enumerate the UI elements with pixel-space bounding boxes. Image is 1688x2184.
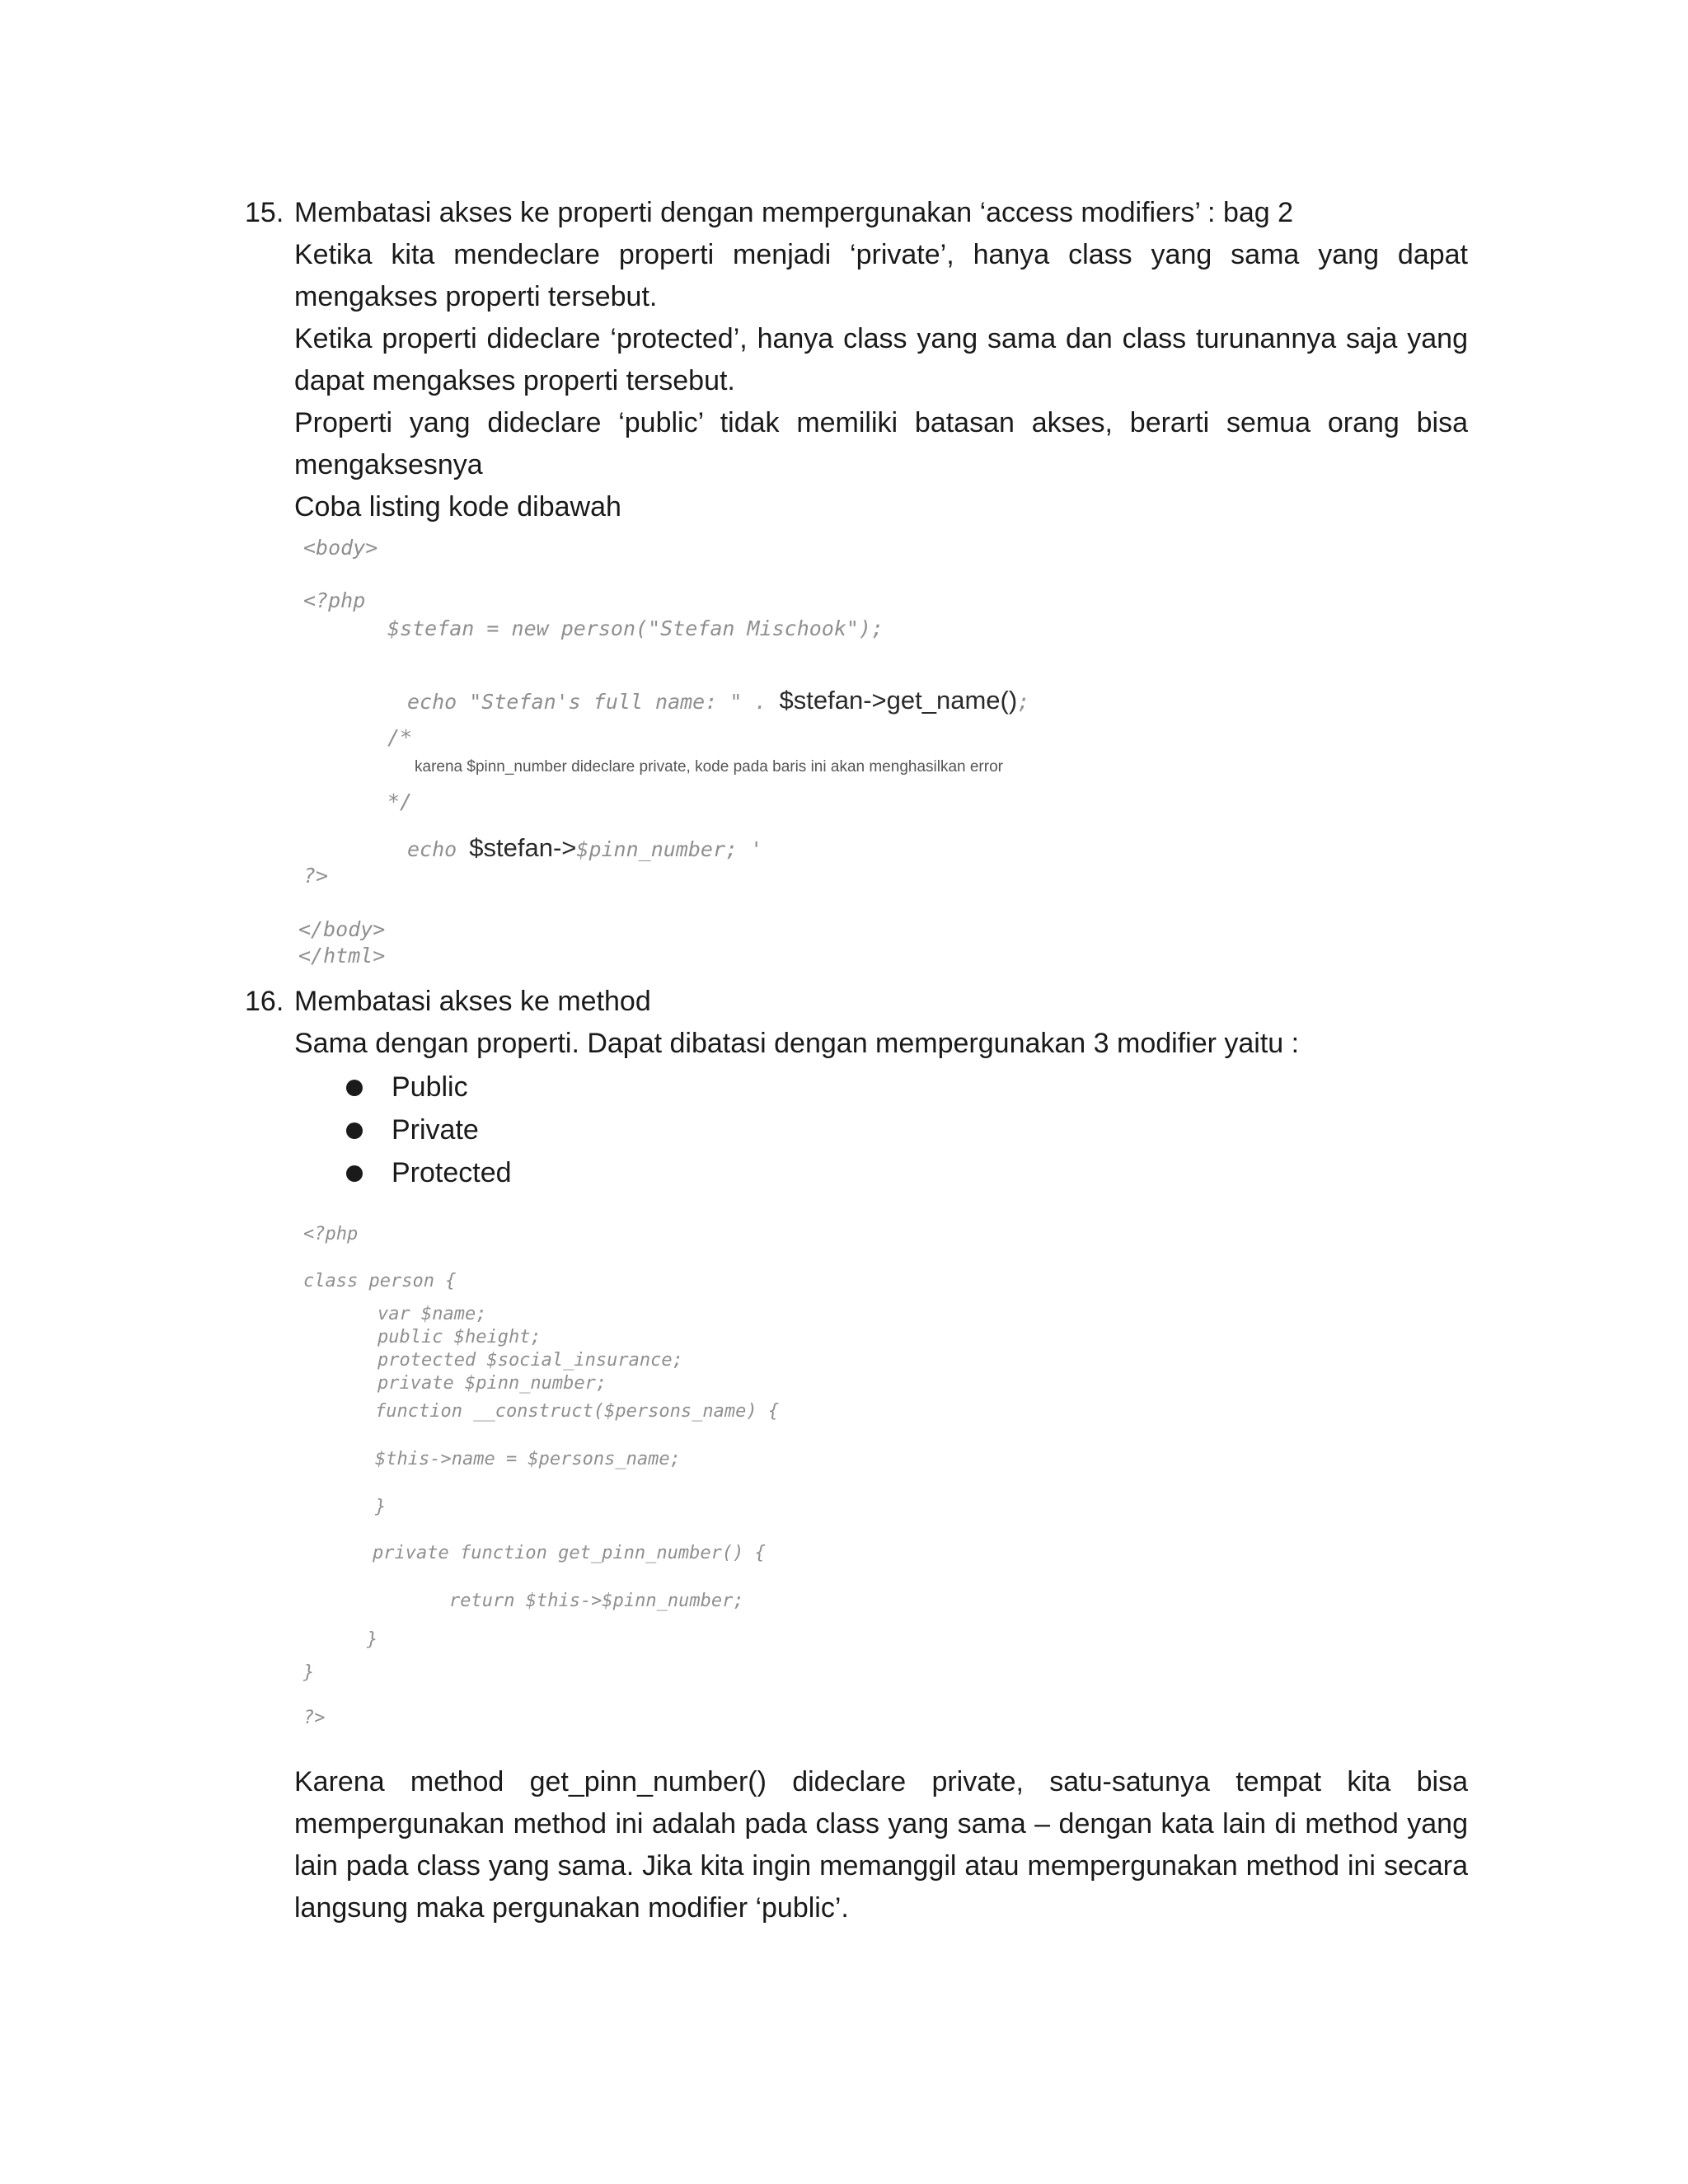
section-15-paragraph-3: Properti yang dideclare ‘public’ tidak memiliki batasan akses, berarti semua orang bisa mengaksesnya <box>294 407 1468 480</box>
code-fragment: echo <box>407 837 470 861</box>
code-line: function __construct($persons_name) { <box>375 1401 780 1422</box>
code-fragment: $pinn_number; ' <box>576 837 763 861</box>
section-15-number: 15. <box>245 197 284 228</box>
code-line: } <box>303 1662 315 1683</box>
code-line: class person { <box>303 1271 457 1291</box>
code-line: protected $social_insurance; <box>377 1350 683 1371</box>
list-item: Private <box>392 1114 479 1146</box>
code-line: /* <box>387 725 413 749</box>
code-line: */ <box>387 790 413 813</box>
code-line <box>387 818 762 878</box>
code-fragment: $stefan-> <box>469 833 577 862</box>
code-line <box>387 671 1029 730</box>
code-comment: karena $pinn_number dideclare private, kode pada baris ini akan menghasilkan error <box>415 758 1003 776</box>
code-line: <body> <box>303 536 378 560</box>
code-line: ?> <box>303 864 329 888</box>
section-16-number: 16. <box>245 986 284 1017</box>
code-line: <?php <box>303 1224 359 1244</box>
bullet-icon <box>346 1080 363 1096</box>
code-fragment: $stefan->get_name() <box>779 686 1018 715</box>
bullet-icon <box>346 1165 363 1182</box>
code-line: public $height; <box>377 1327 542 1347</box>
code-line: </html> <box>298 944 386 968</box>
section-16-title: Membatasi akses ke method <box>294 986 651 1017</box>
section-15-paragraph-4: Coba listing kode dibawah <box>294 491 621 523</box>
code-line: private $pinn_number; <box>377 1373 607 1394</box>
code-line: ?> <box>303 1708 326 1728</box>
list-item: Public <box>392 1071 468 1103</box>
code-fragment: ; <box>1017 690 1030 714</box>
code-fragment: echo "Stefan's full name: " . <box>407 690 780 714</box>
code-line: } <box>375 1497 387 1517</box>
code-line: var $name; <box>377 1304 487 1324</box>
code-line: $this->name = $persons_name; <box>375 1449 681 1469</box>
section-15-paragraph-1: Ketika kita mendeclare properti menjadi ‘private’, hanya class yang sama yang dapat mengakses properti tersebut. <box>294 239 1468 312</box>
code-line: } <box>367 1629 378 1650</box>
code-line: private function get_pinn_number() { <box>373 1543 766 1563</box>
code-line: $stefan = new person("Stefan Mischook"); <box>387 616 884 640</box>
bullet-icon <box>346 1122 363 1139</box>
list-item: Protected <box>392 1157 512 1188</box>
section-15-title: Membatasi akses ke properti dengan mempergunakan ‘access modifiers’ : bag 2 <box>294 197 1294 228</box>
closing-paragraph: Karena method get_pinn_number() dideclare private, satu-satunya tempat kita bisa mempergunakan method ini adalah pada class yang sama – dengan kata lain di method yang lain pada class yang sama. Jika kita ingin memanggil atau mempergunakan method ini secara langsung maka pergunakan modifier ‘public’. <box>294 1766 1468 1924</box>
code-line: <?php <box>303 588 366 612</box>
code-line: return $this->$pinn_number; <box>449 1591 744 1611</box>
section-16-paragraph-1: Sama dengan properti. Dapat dibatasi dengan mempergunakan 3 modifier yaitu : <box>294 1028 1300 1059</box>
code-line: </body> <box>298 917 386 941</box>
section-15-paragraph-2: Ketika properti dideclare ‘protected’, hanya class yang sama dan class turunannya saja yang dapat mengakses properti tersebut. <box>294 323 1468 396</box>
